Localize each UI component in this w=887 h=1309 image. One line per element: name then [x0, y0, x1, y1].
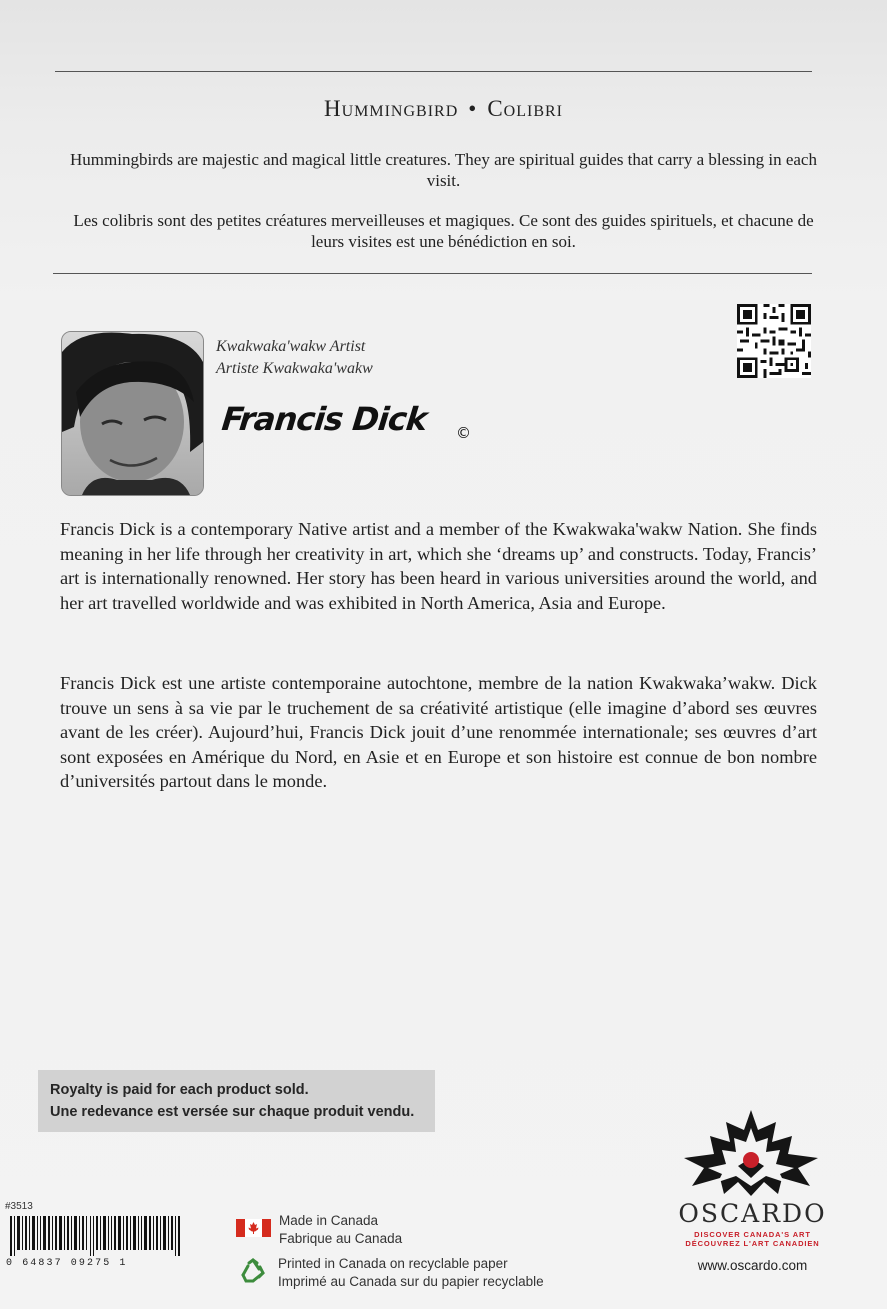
made-in-canada-english: Made in Canada — [279, 1213, 379, 1228]
qr-code[interactable] — [737, 304, 811, 378]
canada-flag-icon — [236, 1219, 271, 1237]
royalty-french: Une redevance est versée sur chaque produit vendu. — [50, 1104, 415, 1120]
top-divider — [55, 71, 812, 72]
artist-bio-english: Francis Dick is a contemporary Native artist and a member of the Kwakwaka'wakw Nation. She finds meaning in her life through her creativity in art, which she ‘dreams up’ and constructs. Today, Francis’ art is internationally renowned. Her story has been heard in various universities around the world, and her art travelled worldwide and was exhibited in North America, Asia and Europe. — [60, 519, 817, 613]
intro-divider — [53, 273, 812, 274]
title-separator: • — [468, 96, 478, 121]
brand-tagline — [670, 1230, 835, 1248]
title-english: Hummingbird — [323, 96, 459, 121]
artist-role-french: Artiste Kwakwaka'wakw — [216, 360, 373, 377]
printed-english: Printed in Canada on recyclable paper — [278, 1256, 508, 1271]
printed-in-canada — [278, 1255, 544, 1291]
barcode — [8, 1216, 188, 1256]
brand-website-link[interactable]: www.oscardo.com — [697, 1258, 808, 1273]
artist-bio-french: Francis Dick est une artiste contemporaine autochtone, membre de la nation Kwakwaka’wakw. Dick trouve un sens à sa vie par le truchement de sa créativité artistique (elle imagine d’abord ses œuvres avant de les créer). Aujourd’hui, Francis Dick jouit d’une renommée internationale; ses œuvres d’art sont exposées en Amérique du Nord, en Asie et en Europe et son histoire est connue de bon nombre d’universités partout dans le monde. — [60, 673, 817, 791]
intro-english: Hummingbirds are majestic and magical little creatures. They are spiritual guides that carry a blessing in each visit. — [70, 150, 817, 190]
made-in-canada-french: Fabrique au Canada — [279, 1231, 403, 1246]
brand-name: OSCARDO — [678, 1199, 827, 1228]
barcode-digits: 0 64837 09275 1 — [6, 1258, 128, 1269]
recycle-icon — [240, 1258, 266, 1284]
royalty-english: Royalty is paid for each product sold. — [50, 1082, 309, 1098]
copyright-symbol: © — [456, 424, 471, 442]
artist-photo — [61, 331, 204, 496]
tagline-english: DISCOVER CANADA'S ART — [694, 1230, 811, 1239]
product-sku: #3513 — [5, 1201, 33, 1212]
artist-signature: Francis Dick — [220, 400, 429, 438]
oscardo-logo-icon — [680, 1108, 822, 1198]
artist-role-english: Kwakwaka'wakw Artist — [216, 338, 366, 355]
printed-french: Imprimé au Canada sur du papier recyclable — [278, 1274, 544, 1289]
title-french: Colibri — [487, 96, 564, 121]
made-in-canada — [279, 1212, 402, 1248]
tagline-french: DÉCOUVREZ L'ART CANADIEN — [685, 1239, 820, 1248]
royalty-notice — [38, 1070, 435, 1132]
page-title — [0, 96, 887, 122]
intro-french: Les colibris sont des petites créatures merveilleuses et magiques. Ce sont des guides spirituels, et chacune de leurs visites est une bénédiction en soi. — [73, 211, 814, 251]
